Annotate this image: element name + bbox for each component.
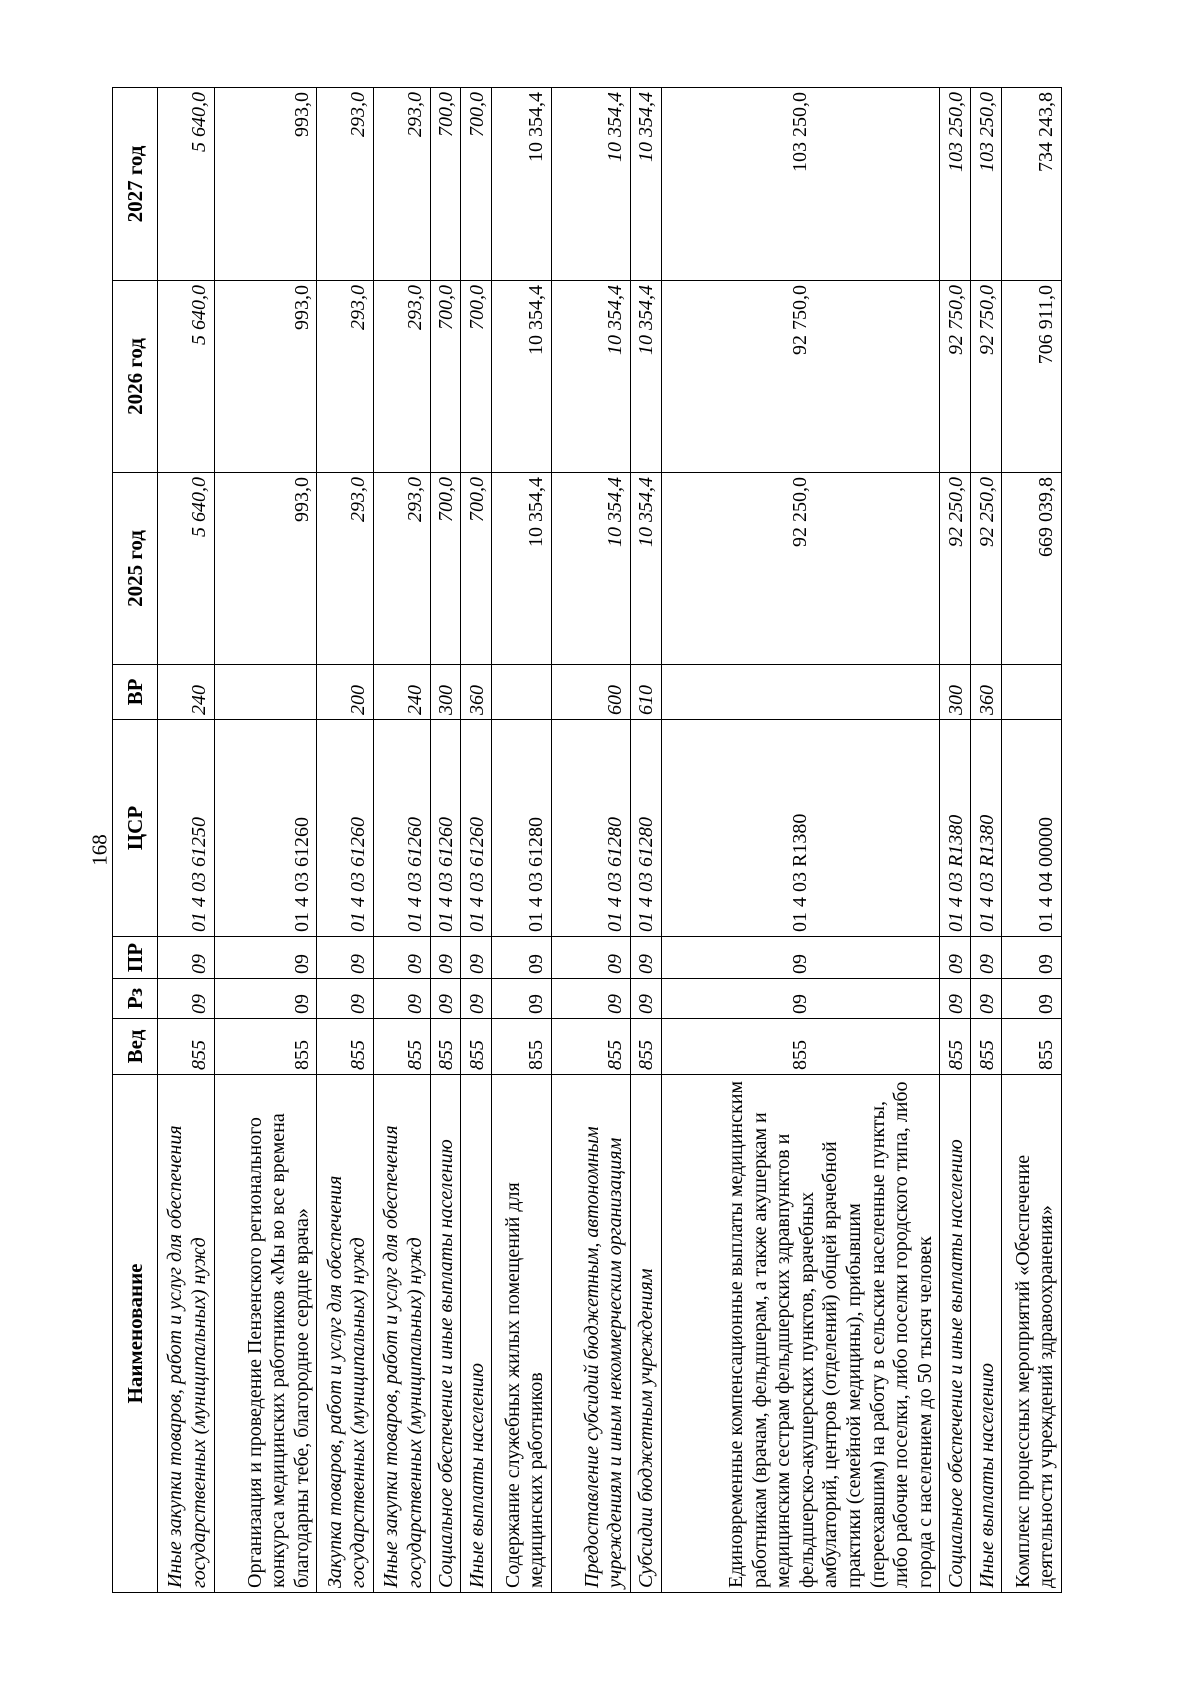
cell-2025: 993,0 [214,473,317,665]
cell-rz: 09 [373,979,430,1019]
cell-ved: 855 [971,1019,1002,1075]
cell-vr: 240 [373,665,430,720]
header-ved: Вед [113,1019,158,1075]
cell-ved: 855 [430,1019,461,1075]
cell-ved: 855 [940,1019,971,1075]
cell-ved: 855 [631,1019,662,1075]
header-vr: ВР [113,665,158,720]
cell-csr: 01 4 03 61280 [631,720,662,937]
table-row [158,88,215,1593]
cell-name: Социальное обеспечение и иные выплаты населению [940,1075,971,1593]
cell-2027: 993,0 [214,88,317,281]
cell-pr: 09 [971,937,1002,979]
cell-2027: 700,0 [461,88,492,281]
cell-2026: 92 750,0 [971,281,1002,473]
header-pr: ПР [113,937,158,979]
cell-rz: 09 [317,979,374,1019]
cell-csr: 01 4 03 61280 [552,720,631,937]
page-number: 168 [87,834,112,866]
header-2027: 2027 год [113,88,158,281]
cell-rz: 09 [940,979,971,1019]
table-row [317,88,374,1593]
table-row [214,88,317,1593]
cell-2025: 669 039,8 [1002,473,1062,665]
cell-ved: 855 [492,1019,552,1075]
cell-rz: 09 [1002,979,1062,1019]
table-row [552,88,631,1593]
cell-2027: 103 250,0 [662,88,940,281]
cell-csr: 01 4 03 61280 [492,720,552,937]
header-name: Наименование [113,1075,158,1593]
cell-ved: 855 [317,1019,374,1075]
cell-2026: 10 354,4 [552,281,631,473]
cell-pr: 09 [430,937,461,979]
cell-name: Социальное обеспечение и иные выплаты населению [430,1075,461,1593]
cell-ved: 855 [552,1019,631,1075]
cell-csr: 01 4 04 00000 [1002,720,1062,937]
cell-2027: 293,0 [317,88,374,281]
cell-2025: 293,0 [373,473,430,665]
cell-vr: 300 [940,665,971,720]
table-row [631,88,662,1593]
table-row [373,88,430,1593]
header-csr: ЦСР [113,720,158,937]
cell-2025: 92 250,0 [662,473,940,665]
cell-2025: 10 354,4 [552,473,631,665]
cell-2026: 92 750,0 [940,281,971,473]
cell-rz: 09 [492,979,552,1019]
cell-ved: 855 [373,1019,430,1075]
header-rz: Рз [113,979,158,1019]
cell-rz: 09 [552,979,631,1019]
cell-name: Субсидии бюджетным учреждениям [631,1075,662,1593]
table-row [492,88,552,1593]
cell-pr: 09 [662,937,940,979]
cell-name: Содержание служебных жилых помещений для медицинских работников [492,1075,552,1593]
cell-ved: 855 [461,1019,492,1075]
cell-2025: 92 250,0 [971,473,1002,665]
cell-name: Закупка товаров, работ и услуг для обеспечения государственных (муниципальных) нужд [317,1075,374,1593]
cell-2025: 10 354,4 [492,473,552,665]
cell-pr: 09 [214,937,317,979]
cell-pr: 09 [1002,937,1062,979]
cell-pr: 09 [461,937,492,979]
cell-csr: 01 4 03 61260 [373,720,430,937]
cell-2027: 10 354,4 [492,88,552,281]
cell-vr: 360 [461,665,492,720]
cell-2025: 293,0 [317,473,374,665]
table-row [1002,88,1062,1593]
cell-csr: 01 4 03 R1380 [971,720,1002,937]
table-row [940,88,971,1593]
cell-name: Иные закупки товаров, работ и услуг для обеспечения государственных (муниципальных) нужд [158,1075,215,1593]
cell-vr [214,665,317,720]
cell-2027: 700,0 [430,88,461,281]
cell-2026: 10 354,4 [492,281,552,473]
cell-name: Предоставление субсидий бюджетным, автономным учреждениям и иным некоммерческим организациям [552,1075,631,1593]
cell-rz: 09 [461,979,492,1019]
cell-name: Иные выплаты населению [461,1075,492,1593]
cell-2027: 293,0 [373,88,430,281]
cell-2025: 5 640,0 [158,473,215,665]
cell-pr: 09 [317,937,374,979]
cell-2026: 700,0 [430,281,461,473]
cell-pr: 09 [552,937,631,979]
cell-2026: 993,0 [214,281,317,473]
table-row [662,88,940,1593]
cell-name: Иные закупки товаров, работ и услуг для обеспечения государственных (муниципальных) нужд [373,1075,430,1593]
cell-rz: 09 [158,979,215,1019]
table-header-row [113,88,158,1593]
header-2026: 2026 год [113,281,158,473]
cell-2025: 10 354,4 [631,473,662,665]
cell-name: Организация и проведение Пензенского регионального конкурса медицинских работников «Мы во все времена благодарны тебе, благородное сердце врача» [214,1075,317,1593]
cell-2027: 734 243,8 [1002,88,1062,281]
cell-2027: 5 640,0 [158,88,215,281]
cell-2026: 293,0 [373,281,430,473]
cell-2027: 103 250,0 [940,88,971,281]
cell-vr: 360 [971,665,1002,720]
cell-pr: 09 [373,937,430,979]
budget-table-container [112,88,1062,1593]
cell-vr: 240 [158,665,215,720]
cell-rz: 09 [662,979,940,1019]
cell-2027: 10 354,4 [631,88,662,281]
cell-ved: 855 [214,1019,317,1075]
cell-csr: 01 4 03 R1380 [940,720,971,937]
cell-vr: 600 [552,665,631,720]
cell-2026: 92 750,0 [662,281,940,473]
table-row [461,88,492,1593]
table-row [430,88,461,1593]
cell-vr: 200 [317,665,374,720]
cell-pr: 09 [631,937,662,979]
cell-vr: 300 [430,665,461,720]
cell-name: Единовременные компенсационные выплаты медицинским работникам (врачам, фельдшерам, а также акушеркам и медицинским сестрам фельдшерских здравпунктов и фельдшерско-акушерских пунктов, врачебных амбулаторий, центров (отделений) общей врачебной практики (семейной медицины), прибывшим (переехавшим) на работу в сельские населенные пункты, либо рабочие поселки, либо поселки городского типа, либо города с населением до 50 тысяч человек [662,1075,940,1593]
cell-pr: 09 [158,937,215,979]
cell-2025: 92 250,0 [940,473,971,665]
table-row [971,88,1002,1593]
cell-pr: 09 [492,937,552,979]
cell-2026: 706 911,0 [1002,281,1062,473]
cell-ved: 855 [662,1019,940,1075]
cell-2026: 10 354,4 [631,281,662,473]
cell-2027: 10 354,4 [552,88,631,281]
cell-pr: 09 [940,937,971,979]
cell-rz: 09 [430,979,461,1019]
cell-csr: 01 4 03 61260 [214,720,317,937]
cell-rz: 09 [631,979,662,1019]
cell-2025: 700,0 [430,473,461,665]
cell-name: Иные выплаты населению [971,1075,1002,1593]
cell-rz: 09 [971,979,1002,1019]
cell-csr: 01 4 03 61260 [317,720,374,937]
cell-vr [492,665,552,720]
cell-2027: 103 250,0 [971,88,1002,281]
cell-csr: 01 4 03 61260 [461,720,492,937]
cell-name: Комплекс процессных мероприятий «Обеспечение деятельности учреждений здравоохранения» [1002,1075,1062,1593]
cell-vr: 610 [631,665,662,720]
cell-ved: 855 [1002,1019,1062,1075]
budget-table [112,87,1062,1593]
header-2025: 2025 год [113,473,158,665]
cell-2026: 5 640,0 [158,281,215,473]
cell-csr: 01 4 03 61250 [158,720,215,937]
cell-ved: 855 [158,1019,215,1075]
cell-2025: 700,0 [461,473,492,665]
cell-csr: 01 4 03 R1380 [662,720,940,937]
cell-rz: 09 [214,979,317,1019]
cell-vr [1002,665,1062,720]
cell-2026: 293,0 [317,281,374,473]
cell-vr [662,665,940,720]
cell-2026: 700,0 [461,281,492,473]
cell-csr: 01 4 03 61260 [430,720,461,937]
